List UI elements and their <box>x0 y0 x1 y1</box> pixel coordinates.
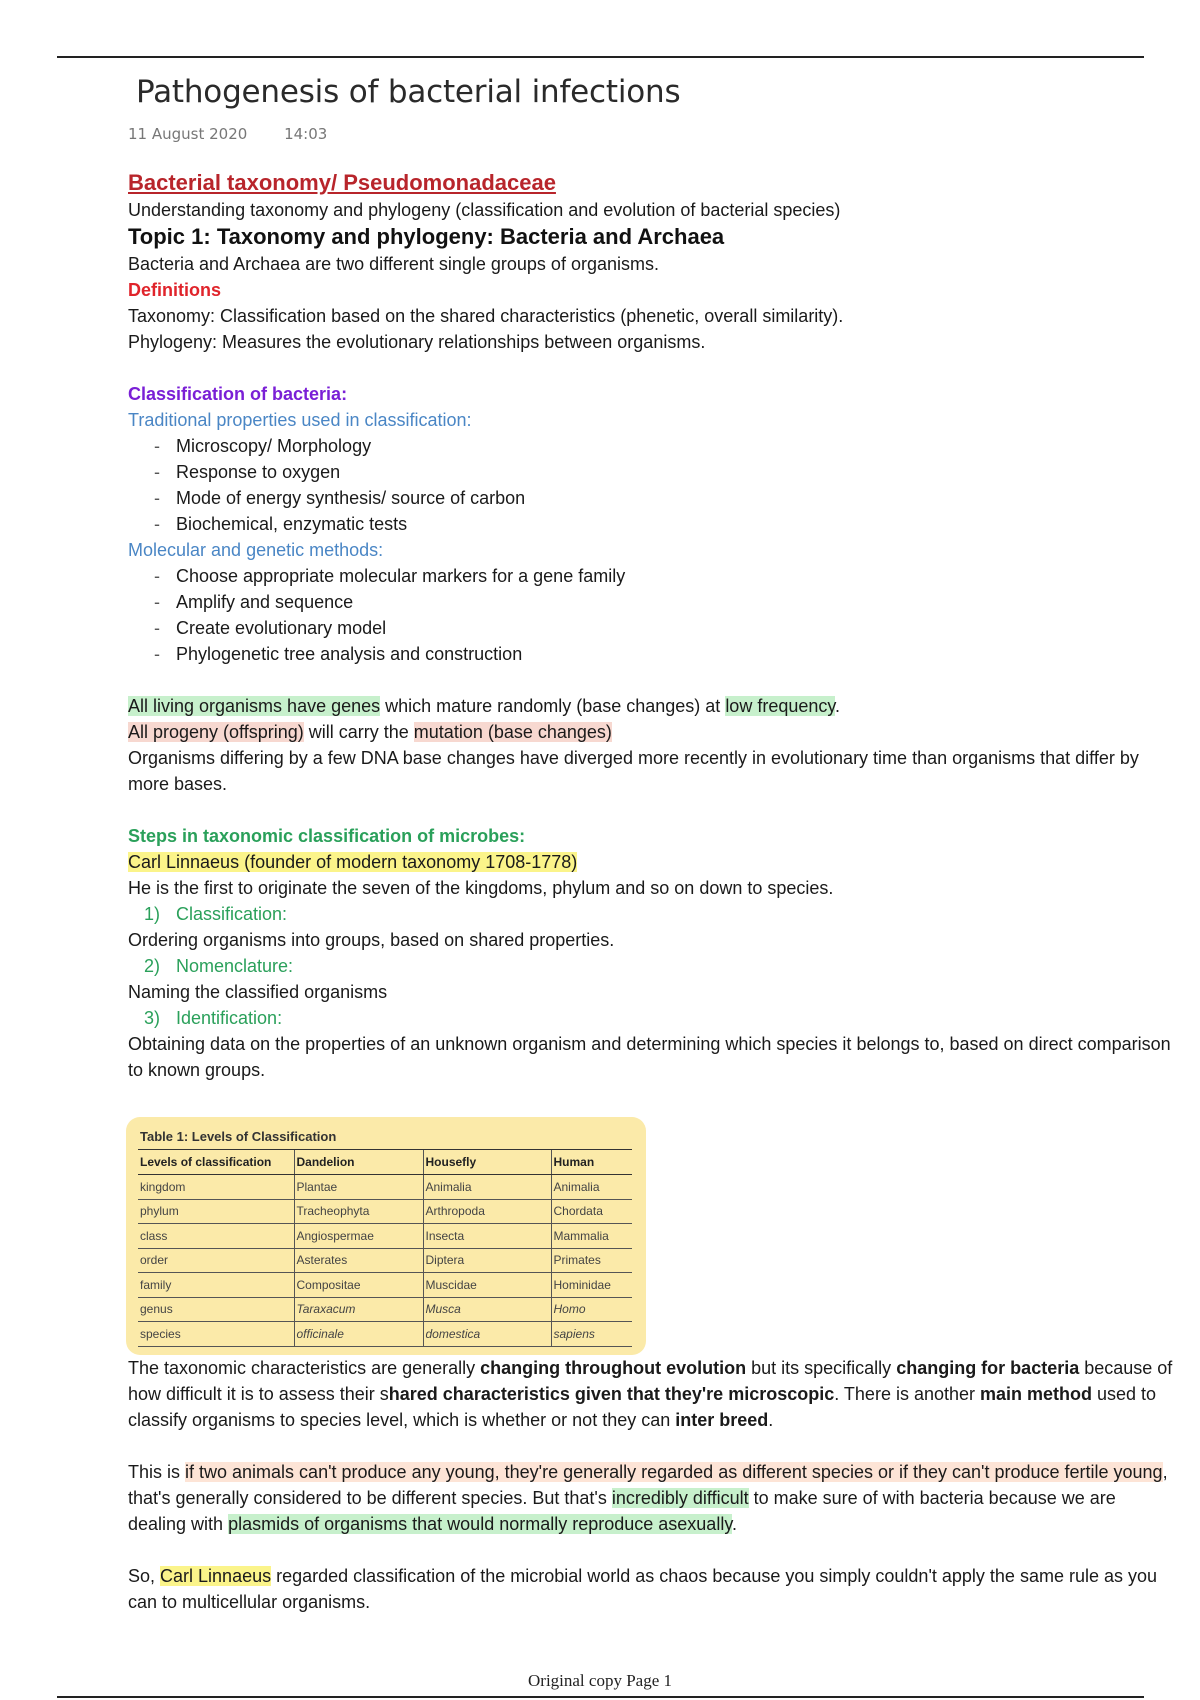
paragraph-inter-breed <box>128 1459 1178 1537</box>
highlight: Carl Linnaeus (founder of modern taxonomy 1708-1778) <box>128 852 578 872</box>
step-2-text: Naming the classified organisms <box>128 982 388 1002</box>
taxonomy-definition: Taxonomy: Classification based on the shared characteristics (phenetic, overall similarity). <box>128 306 844 326</box>
table-cell: Primates <box>551 1248 632 1273</box>
highlight: Carl Linnaeus <box>160 1566 272 1586</box>
steps-heading: Steps in taxonomic classification of microbes: <box>128 826 526 846</box>
step-1-text: Ordering organisms into groups, based on shared properties. <box>128 930 615 950</box>
text-run: . <box>768 1410 774 1430</box>
paragraph-linnaeus-chaos <box>128 1563 1178 1615</box>
text-run: because of how difficult it is to assess their s <box>128 1358 1173 1404</box>
top-rule <box>57 56 1144 58</box>
text-run: regarded classification of the microbial world as chaos because you simply couldn't apply the same rule as you can to multicellular organisms. <box>128 1566 1158 1612</box>
table-cell: Insecta <box>423 1224 551 1249</box>
table-header-cell: Dandelion <box>294 1150 423 1175</box>
traditional-list <box>128 433 1178 537</box>
table-cell: Tracheophyta <box>294 1199 423 1224</box>
page-title: Pathogenesis of bacterial infections <box>136 74 681 110</box>
genes-line-1 <box>128 693 1178 719</box>
genes-line-3: Organisms differing by a few DNA base changes have diverged more recently in evolutionary time than organisms that differ by more bases. <box>128 748 1139 794</box>
text-run: . <box>835 696 841 716</box>
table-cell: Chordata <box>551 1199 632 1224</box>
table-header-cell: Human <box>551 1150 632 1175</box>
table-row <box>138 1199 632 1224</box>
text-run: will carry the <box>303 722 414 742</box>
text-run: used to classify organisms to species level, which is whether or not they can <box>128 1384 1157 1430</box>
table-cell: sapiens <box>551 1322 632 1347</box>
classification-table-panel <box>126 1117 646 1355</box>
bold-run: hared characteristics given that they're microscopic <box>388 1384 835 1404</box>
table-cell: Animalia <box>551 1175 632 1200</box>
linnaeus-text: He is the first to originate the seven of the kingdoms, phylum and so on down to species. <box>128 878 834 898</box>
list-item: - Choose appropriate molecular markers for a gene family <box>154 563 1178 589</box>
step-label: Nomenclature: <box>176 956 294 976</box>
highlight: All living organisms have genes <box>128 696 381 716</box>
page-meta <box>128 125 327 143</box>
text-run: . <box>731 1514 737 1534</box>
table-cell: Arthropoda <box>423 1199 551 1224</box>
understanding-line: Understanding taxonomy and phylogeny (classification and evolution of bacterial species) <box>128 200 841 220</box>
section-heading-taxonomy: Bacterial taxonomy/ Pseudomonadaceae <box>128 170 556 195</box>
table-cell: domestica <box>423 1322 551 1347</box>
list-item: - Create evolutionary model <box>154 615 1178 641</box>
table-cell: Homo <box>551 1297 632 1322</box>
highlight: All progeny (offspring) <box>128 722 304 742</box>
table-cell: species <box>138 1322 294 1347</box>
table-cell: genus <box>138 1297 294 1322</box>
bold-run: inter breed <box>675 1410 769 1430</box>
table-cell: phylum <box>138 1199 294 1224</box>
table-cell: Angiospermae <box>294 1224 423 1249</box>
table-cell: Hominidae <box>551 1273 632 1298</box>
step-number: 3) <box>144 1008 161 1028</box>
highlight: mutation (base changes) <box>413 722 612 742</box>
text-run: to make sure of with bacteria because we are dealing with <box>128 1488 1116 1534</box>
bold-run: changing throughout evolution <box>480 1358 747 1378</box>
phylogeny-definition: Phylogeny: Measures the evolutionary relationships between organisms. <box>128 332 706 352</box>
step-1-label <box>128 901 1178 927</box>
text-run: . There is another <box>834 1384 980 1404</box>
bottom-rule <box>57 1696 1144 1698</box>
table-cell: class <box>138 1224 294 1249</box>
document-body-lower <box>128 1355 1178 1615</box>
text-run: So, <box>128 1566 161 1586</box>
table-cell: officinale <box>294 1322 423 1347</box>
list-item: - Mode of energy synthesis/ source of carbon <box>154 485 1178 511</box>
text-run: but its specifically <box>746 1358 897 1378</box>
list-item: - Phylogenetic tree analysis and construction <box>154 641 1178 667</box>
linnaeus-line <box>128 849 1178 875</box>
list-item: - Amplify and sequence <box>154 589 1178 615</box>
table-cell: Musca <box>423 1297 551 1322</box>
table-cell: Muscidae <box>423 1273 551 1298</box>
step-3-label <box>128 1005 1178 1031</box>
classification-table <box>138 1149 632 1347</box>
text-run: which mature randomly (base changes) at <box>380 696 726 716</box>
highlight: plasmids of organisms that would normally reproduce asexually <box>228 1514 732 1534</box>
topic-text: Bacteria and Archaea are two different single groups of organisms. <box>128 254 659 274</box>
list-item: - Biochemical, enzymatic tests <box>154 511 1178 537</box>
text-run: The taxonomic characteristics are generally <box>128 1358 481 1378</box>
highlight: low frequency <box>725 696 836 716</box>
highlight: incredibly difficult <box>611 1488 749 1508</box>
bold-run: changing for bacteria <box>896 1358 1080 1378</box>
text-run: , that's generally considered to be different species. But that's <box>128 1462 1168 1508</box>
list-item: - Microscopy/ Morphology <box>154 433 1178 459</box>
step-label: Classification: <box>176 904 288 924</box>
table-cell: Asterates <box>294 1248 423 1273</box>
highlight: if two animals can't produce any young, they're generally regarded as different species or if they can't produce fertile young <box>185 1462 1163 1482</box>
genes-line-2 <box>128 719 1178 745</box>
step-number: 2) <box>144 956 161 976</box>
table-header-cell: Housefly <box>423 1150 551 1175</box>
topic-heading: Topic 1: Taxonomy and phylogeny: Bacteria and Archaea <box>128 224 725 249</box>
classification-heading: Classification of bacteria: <box>128 384 348 404</box>
table-cell: kingdom <box>138 1175 294 1200</box>
traditional-label: Traditional properties used in classification: <box>128 410 472 430</box>
table-row <box>138 1322 632 1347</box>
page-footer: Original copy Page 1 <box>528 1671 672 1690</box>
definitions-label: Definitions <box>128 280 221 300</box>
table-cell: Mammalia <box>551 1224 632 1249</box>
text-run: This is <box>128 1462 186 1482</box>
table-row <box>138 1175 632 1200</box>
table-header-cell: Levels of classification <box>138 1150 294 1175</box>
paragraph-taxonomic-characteristics <box>128 1355 1178 1433</box>
table-cell: Animalia <box>423 1175 551 1200</box>
table-cell: family <box>138 1273 294 1298</box>
molecular-label: Molecular and genetic methods: <box>128 540 384 560</box>
table-header-row <box>138 1150 632 1175</box>
step-2-label <box>128 953 1178 979</box>
step-3-text: Obtaining data on the properties of an unknown organism and determining which species it belongs to, based on direct comparison to known groups. <box>128 1034 1171 1080</box>
page-date: 11 August 2020 <box>128 125 248 143</box>
table-row <box>138 1248 632 1273</box>
molecular-list <box>128 563 1178 667</box>
table-cell: Compositae <box>294 1273 423 1298</box>
list-item: - Response to oxygen <box>154 459 1178 485</box>
table-row <box>138 1224 632 1249</box>
table-cell: Plantae <box>294 1175 423 1200</box>
table-cell: Taraxacum <box>294 1297 423 1322</box>
table-row <box>138 1273 632 1298</box>
step-number: 1) <box>144 904 161 924</box>
step-label: Identification: <box>176 1008 283 1028</box>
table-cell: order <box>138 1248 294 1273</box>
table-caption: Table 1: Levels of Classification <box>140 1129 337 1144</box>
table-cell: Diptera <box>423 1248 551 1273</box>
bold-run: main method <box>980 1384 1093 1404</box>
document-body <box>128 169 1178 1083</box>
page-time: 14:03 <box>284 125 328 143</box>
table-row <box>138 1297 632 1322</box>
